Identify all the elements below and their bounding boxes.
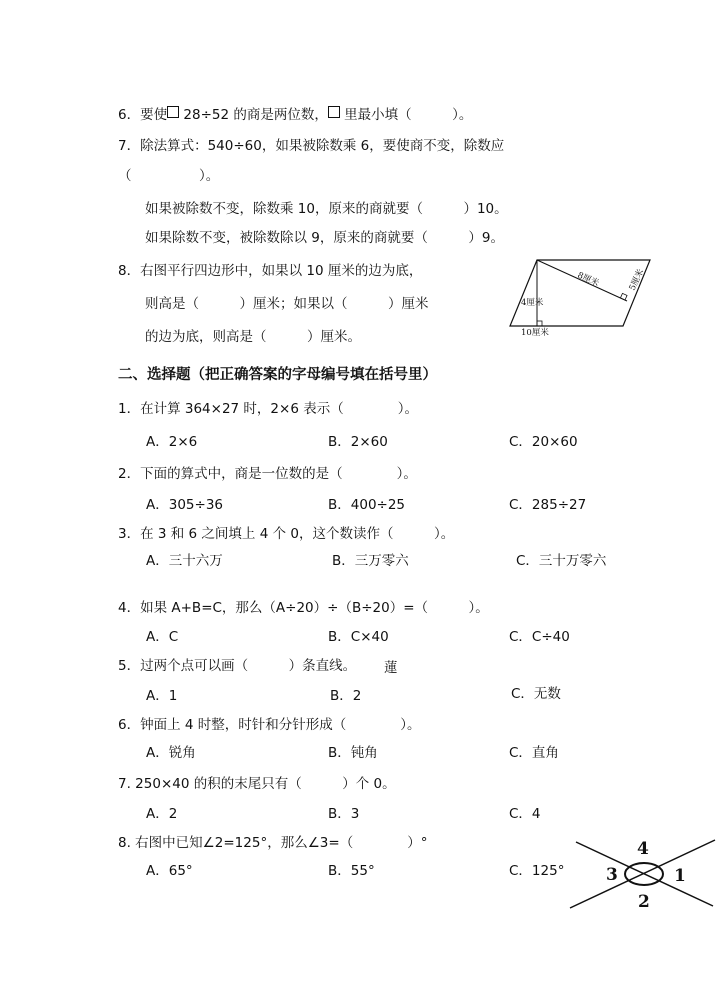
blank-square-icon (328, 106, 340, 118)
right-angle-mark-side (620, 293, 627, 300)
q8-line3: 的边为底，则高是（ ）厘米。 (145, 329, 361, 345)
choice-q5-stray-char: 蓮 (384, 660, 398, 676)
choice-q3-option-b: B．三万零六 (332, 553, 409, 569)
label-5cm: 5厘米 (627, 267, 647, 293)
choice-q6-stem: 6．钟面上 4 时整，时针和分针形成（ ）。 (118, 717, 421, 733)
choice-q2-option-c: C．285÷27 (509, 497, 587, 513)
choice-q2-option-b: B．400÷25 (328, 497, 406, 513)
choice-q1-option-b: B．2×60 (328, 434, 388, 450)
choice-q6-option-b: B．钝角 (328, 745, 378, 761)
choice-q4-stem: 4．如果 A+B=C，那么（A÷20）÷（B÷20）=（ ）。 (118, 600, 489, 616)
q6-line (118, 103, 472, 123)
choice-q6-option-c: C．直角 (509, 745, 559, 761)
choice-q2-option-a: A．305÷36 (146, 497, 223, 513)
q7-line2: （ ）。 (118, 168, 220, 184)
q7-line4: 如果除数不变，被除数除以 9，原来的商就要（ ）9。 (145, 230, 504, 246)
right-angle-mark-bottom (537, 321, 542, 326)
choice-q8-stem: 8. 右图中已知∠2=125°，那么∠3=（ ）° (118, 835, 428, 851)
choice-q6-option-a: A．锐角 (146, 745, 196, 761)
q8-line1: 8．右图平行四边形中，如果以 10 厘米的边为底， (118, 263, 423, 279)
choice-q5-stem: 5．过两个点可以画（ ）条直线。 (118, 658, 357, 674)
q7-line1: 7．除法算式：540÷60，如果被除数乘 6，要使商不变，除数应 (118, 138, 505, 154)
choice-q8-option-b: B．55° (328, 863, 375, 879)
choice-q1-option-c: C．20×60 (509, 434, 578, 450)
q6-number: 6． (118, 107, 141, 123)
label-8cm: 8厘米 (575, 270, 601, 289)
choice-q4-option-b: B．C×40 (328, 629, 389, 645)
choice-q2-stem: 2．下面的算式中，商是一位数的是（ ）。 (118, 466, 417, 482)
choice-q7-option-b: B．3 (328, 806, 360, 822)
parallelogram-figure (505, 255, 655, 340)
angle-figure (568, 832, 718, 912)
q6-pre: 要使 (140, 107, 168, 123)
choice-q5-option-a: A．1 (146, 688, 178, 704)
q6-post: 里最小填（ ）。 (344, 107, 473, 123)
label-10cm: 10厘米 (521, 328, 549, 338)
q6-mid: 28÷52 的商是两位数， (183, 107, 328, 123)
choice-q3-stem: 3．在 3 和 6 之间填上 4 个 0，这个数读作（ ）。 (118, 526, 455, 542)
q8-line2: 则高是（ ）厘米；如果以（ ）厘米 (145, 296, 429, 312)
choice-q8-option-c: C．125° (509, 863, 565, 879)
angle-label-1: 1 (674, 866, 686, 886)
blank-square-icon (167, 106, 179, 118)
choice-q7-option-a: A．2 (146, 806, 178, 822)
choice-q7-option-c: C．4 (509, 806, 541, 822)
label-4cm: 4厘米 (521, 298, 544, 308)
choice-q7-stem: 7. 250×40 的积的末尾只有（ ）个 0。 (118, 776, 396, 792)
choice-q4-option-c: C．C÷40 (509, 629, 570, 645)
choice-section-heading: 二、选择题（把正确答案的字母编号填在括号里） (118, 367, 437, 383)
q7-line3: 如果被除数不变，除数乘 10，原来的商就要（ ）10。 (145, 201, 508, 217)
choice-q1-stem: 1．在计算 364×27 时，2×6 表示（ ）。 (118, 401, 418, 417)
angle-label-2: 2 (638, 892, 650, 912)
angle-label-3: 3 (606, 865, 618, 885)
choice-q5-option-c: C．无数 (511, 686, 561, 702)
choice-q5-option-b: B．2 (330, 688, 362, 704)
choice-q3-option-a: A．三十六万 (146, 553, 223, 569)
choice-q8-option-a: A．65° (146, 863, 193, 879)
angle-label-4: 4 (637, 839, 649, 859)
choice-q1-option-a: A．2×6 (146, 434, 198, 450)
choice-q4-option-a: A．C (146, 629, 179, 645)
choice-q3-option-c: C．三十万零六 (516, 553, 607, 569)
